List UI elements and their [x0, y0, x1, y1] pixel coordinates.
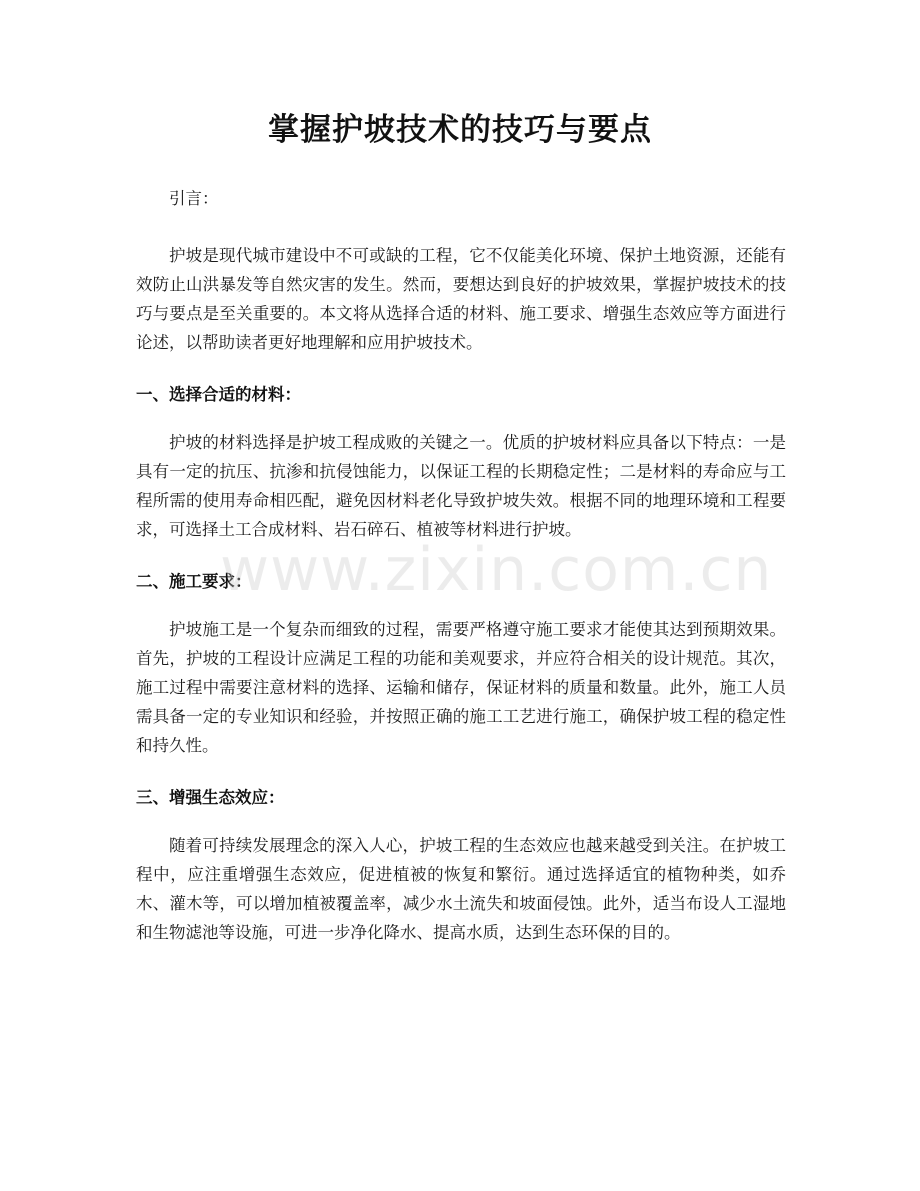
- section-paragraph-materials: 护坡的材料选择是护坡工程成败的关键之一。优质的护坡材料应具备以下特点：一是具有一定的抗压、抗渗和抗侵蚀能力，以保证工程的长期稳定性；二是材料的寿命应与工程所需的使用寿命相匹配，避免因材料老化导致护坡失效。根据不同的地理环境和工程要求，可选择土工合成材料、岩石碎石、植被等材料进行护坡。: [136, 433, 786, 539]
- section-materials: [136, 381, 786, 544]
- section-ecology: [136, 784, 786, 947]
- section-heading-ecology: 三、增强生态效应：: [136, 788, 285, 807]
- section-paragraph-ecology: 随着可持续发展理念的深入人心，护坡工程的生态效应也越来越受到关注。在护坡工程中，应注重增强生态效应，促进植被的恢复和繁衍。通过选择适宜的植物种类，如乔木、灌木等，可以增加植被覆盖率，减少水土流失和坡面侵蚀。此外，适当布设人工湿地和生物滤池等设施，可进一步净化降水、提高水质，达到生态环保的目的。: [136, 836, 786, 942]
- document-body: [136, 184, 786, 947]
- section-heading-construction: 二、施工要求：: [136, 572, 252, 591]
- document-title: 掌握护坡技术的技巧与要点: [268, 112, 652, 148]
- section-paragraph-construction: 护坡施工是一个复杂而细致的过程，需要严格遵守施工要求才能使其达到预期效果。首先，护坡的工程设计应满足工程的功能和美观要求，并应符合相关的设计规范。其次，施工过程中需要注意材料的选择、运输和储存，保证材料的质量和数量。此外，施工人员需具备一定的专业知识和经验，并按照正确的施工工艺进行施工，确保护坡工程的稳定性和持久性。: [136, 620, 786, 755]
- section-heading-materials: 一、选择合适的材料：: [136, 385, 301, 404]
- intro-label: 引言：: [169, 189, 219, 208]
- intro-paragraph: 护坡是现代城市建设中不可或缺的工程，它不仅能美化环境、保护土地资源，还能有效防止山洪暴发等自然灾害的发生。然而，要想达到良好的护坡效果，掌握护坡技术的技巧与要点是至关重要的。本文将从选择合适的材料、施工要求、增强生态效应等方面进行论述，以帮助读者更好地理解和应用护坡技术。: [136, 246, 786, 352]
- section-construction: [136, 568, 786, 760]
- watermark: www.zixin.com.cn: [220, 535, 773, 605]
